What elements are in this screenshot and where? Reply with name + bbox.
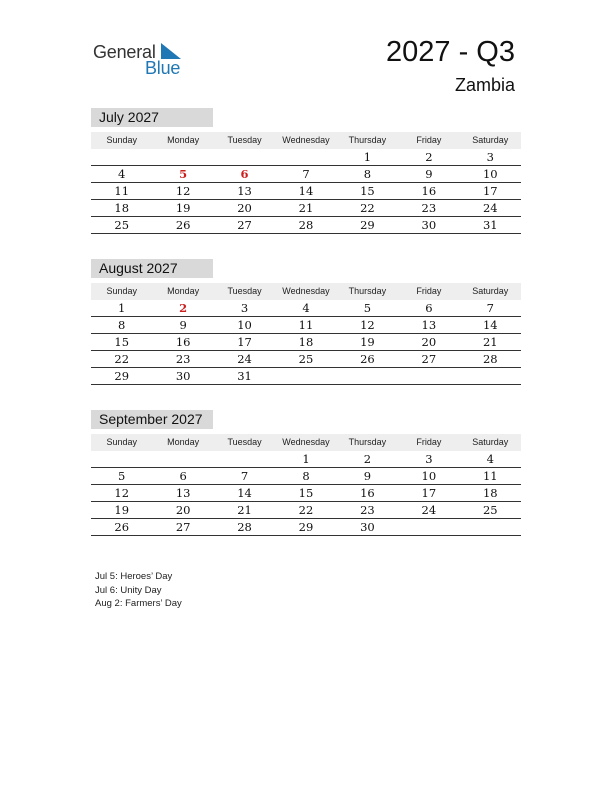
weekday-label: Tuesday [227, 286, 262, 296]
day-cell: 2 [425, 150, 433, 164]
day-cell: 30 [175, 369, 191, 383]
day-cell: 31 [482, 218, 498, 232]
day-cell: 2 [179, 301, 188, 315]
day-cell: 25 [114, 218, 130, 232]
week-row [91, 451, 521, 468]
day-cell: 12 [360, 318, 375, 332]
country-name: Zambia [454, 75, 515, 95]
day-cell: 15 [114, 335, 130, 349]
weekday-label: Wednesday [282, 437, 330, 447]
day-cell: 26 [360, 352, 375, 366]
day-cell: 30 [421, 218, 437, 232]
month-header: July 2027 [91, 108, 213, 127]
day-cell: 26 [114, 520, 130, 534]
day-cell [214, 149, 275, 166]
day-cell: 8 [118, 318, 126, 332]
page-title: 2027 - Q3 [386, 36, 515, 68]
day-cell: 23 [421, 201, 437, 215]
day-cell: 29 [360, 218, 375, 232]
week-row [91, 217, 521, 234]
day-cell: 11 [482, 469, 498, 483]
day-cell: 25 [482, 503, 498, 517]
logo-triangle-icon [159, 43, 183, 59]
weekday-label: Wednesday [282, 135, 330, 145]
day-cell [152, 451, 213, 468]
holiday-note: Jul 6: Unity Day [95, 584, 162, 596]
day-cell: 8 [363, 167, 372, 181]
day-cell: 13 [421, 318, 437, 332]
weekday-label: Friday [416, 437, 442, 447]
day-cell: 28 [482, 352, 498, 366]
day-cell: 9 [363, 469, 372, 483]
day-cell: 7 [240, 469, 249, 483]
day-cell: 21 [237, 503, 252, 517]
day-cell: 29 [298, 520, 314, 534]
weekday-label: Sunday [106, 135, 137, 145]
day-cell: 25 [298, 352, 314, 366]
day-cell: 14 [237, 486, 252, 500]
day-cell: 23 [360, 503, 375, 517]
weekday-label: Thursday [348, 437, 387, 447]
day-cell: 19 [175, 201, 191, 215]
week-row [91, 468, 521, 485]
week-row [91, 317, 521, 334]
day-cell [275, 368, 336, 385]
day-cell: 19 [114, 503, 130, 517]
logo-word-blue: Blue [145, 58, 181, 78]
weekday-header-row [91, 283, 521, 300]
day-cell: 21 [298, 201, 314, 215]
week-row [91, 149, 521, 166]
holiday-notes [95, 570, 182, 611]
week-row [91, 334, 521, 351]
day-cell: 8 [302, 469, 310, 483]
day-cell: 3 [425, 452, 433, 466]
week-row [91, 200, 521, 217]
day-cell: 1 [302, 452, 310, 466]
day-cell: 4 [118, 167, 126, 181]
day-cell: 10 [237, 318, 252, 332]
day-cell: 30 [360, 520, 375, 534]
day-cell [460, 519, 521, 536]
day-cell: 18 [298, 335, 314, 349]
day-cell: 21 [482, 335, 498, 349]
day-cell: 27 [421, 352, 437, 366]
week-row [91, 485, 521, 502]
day-cell: 10 [482, 167, 498, 181]
weekday-label: Thursday [348, 286, 387, 296]
day-cell: 11 [298, 318, 314, 332]
week-row [91, 368, 521, 385]
day-cell: 2 [363, 452, 372, 466]
day-cell: 17 [421, 486, 437, 500]
week-row [91, 519, 521, 536]
logo-word-general: General [93, 42, 156, 62]
day-cell: 9 [179, 318, 187, 332]
day-cell: 14 [298, 184, 314, 198]
weekday-label: Monday [167, 437, 200, 447]
day-cell: 3 [486, 150, 494, 164]
day-cell: 12 [114, 486, 130, 500]
day-cell: 6 [425, 301, 433, 315]
weekday-label: Tuesday [227, 135, 262, 145]
day-cell: 27 [237, 218, 252, 232]
week-row [91, 300, 521, 317]
logo [93, 40, 193, 80]
day-cell: 16 [175, 335, 191, 349]
day-cell: 13 [237, 184, 252, 198]
day-cell [460, 368, 521, 385]
weekday-label: Sunday [106, 437, 137, 447]
day-cell: 13 [175, 486, 191, 500]
day-cell: 24 [421, 503, 437, 517]
week-row [91, 351, 521, 368]
week-row [91, 166, 521, 183]
weekday-label: Tuesday [227, 437, 262, 447]
day-cell: 1 [118, 301, 126, 315]
day-cell: 28 [237, 520, 252, 534]
day-cell: 18 [114, 201, 130, 215]
day-cell: 15 [360, 184, 375, 198]
day-cell: 24 [237, 352, 252, 366]
day-cell [152, 149, 213, 166]
day-cell: 15 [298, 486, 314, 500]
day-cell: 29 [114, 369, 130, 383]
holiday-note: Jul 5: Heroes’ Day [95, 571, 173, 582]
week-row [91, 502, 521, 519]
day-cell: 10 [421, 469, 437, 483]
day-cell [275, 149, 336, 166]
day-cell [91, 149, 152, 166]
day-cell: 22 [298, 503, 314, 517]
weekday-label: Saturday [472, 135, 509, 145]
day-cell: 4 [302, 301, 310, 315]
weekday-label: Saturday [472, 437, 509, 447]
day-cell: 22 [114, 352, 130, 366]
day-cell [337, 368, 398, 385]
day-cell: 7 [486, 301, 494, 315]
month-header: September 2027 [91, 410, 213, 429]
day-cell: 6 [240, 167, 249, 181]
day-cell: 6 [179, 469, 187, 483]
day-cell: 9 [425, 167, 433, 181]
day-cell: 16 [360, 486, 375, 500]
day-cell [91, 451, 152, 468]
weekday-label: Monday [167, 135, 200, 145]
weekday-label: Monday [167, 286, 200, 296]
day-cell [398, 368, 459, 385]
weekday-label: Wednesday [282, 286, 330, 296]
day-cell: 5 [118, 469, 126, 483]
day-cell: 5 [179, 167, 188, 181]
week-row [91, 183, 521, 200]
day-cell: 22 [360, 201, 375, 215]
month-september [91, 410, 521, 536]
weekday-header-row [91, 132, 521, 149]
day-cell: 7 [302, 167, 310, 181]
day-cell: 1 [363, 150, 372, 164]
weekday-label: Friday [416, 286, 442, 296]
day-cell: 19 [360, 335, 375, 349]
day-cell: 20 [175, 503, 191, 517]
day-cell: 4 [486, 452, 494, 466]
month-august [91, 259, 521, 385]
day-cell: 17 [482, 184, 498, 198]
day-cell: 3 [240, 301, 249, 315]
day-cell: 11 [114, 184, 130, 198]
day-cell: 24 [482, 201, 498, 215]
holiday-note: Aug 2: Farmers’ Day [95, 598, 182, 609]
day-cell: 14 [482, 318, 498, 332]
day-cell: 12 [175, 184, 191, 198]
weekday-label: Friday [416, 135, 442, 145]
day-cell: 17 [237, 335, 252, 349]
weekday-label: Saturday [472, 286, 509, 296]
day-cell: 28 [298, 218, 314, 232]
day-cell: 23 [175, 352, 191, 366]
day-cell: 20 [237, 201, 252, 215]
day-cell: 26 [175, 218, 191, 232]
month-header: August 2027 [91, 259, 213, 278]
weekday-label: Sunday [106, 286, 137, 296]
weekday-label: Thursday [348, 135, 387, 145]
day-cell [214, 451, 275, 468]
day-cell: 31 [237, 369, 252, 383]
day-cell: 5 [363, 301, 372, 315]
day-cell: 20 [421, 335, 437, 349]
day-cell: 18 [482, 486, 498, 500]
day-cell [398, 519, 459, 536]
day-cell: 16 [421, 184, 437, 198]
weekday-header-row [91, 434, 521, 451]
day-cell: 27 [175, 520, 191, 534]
month-july [91, 108, 521, 234]
